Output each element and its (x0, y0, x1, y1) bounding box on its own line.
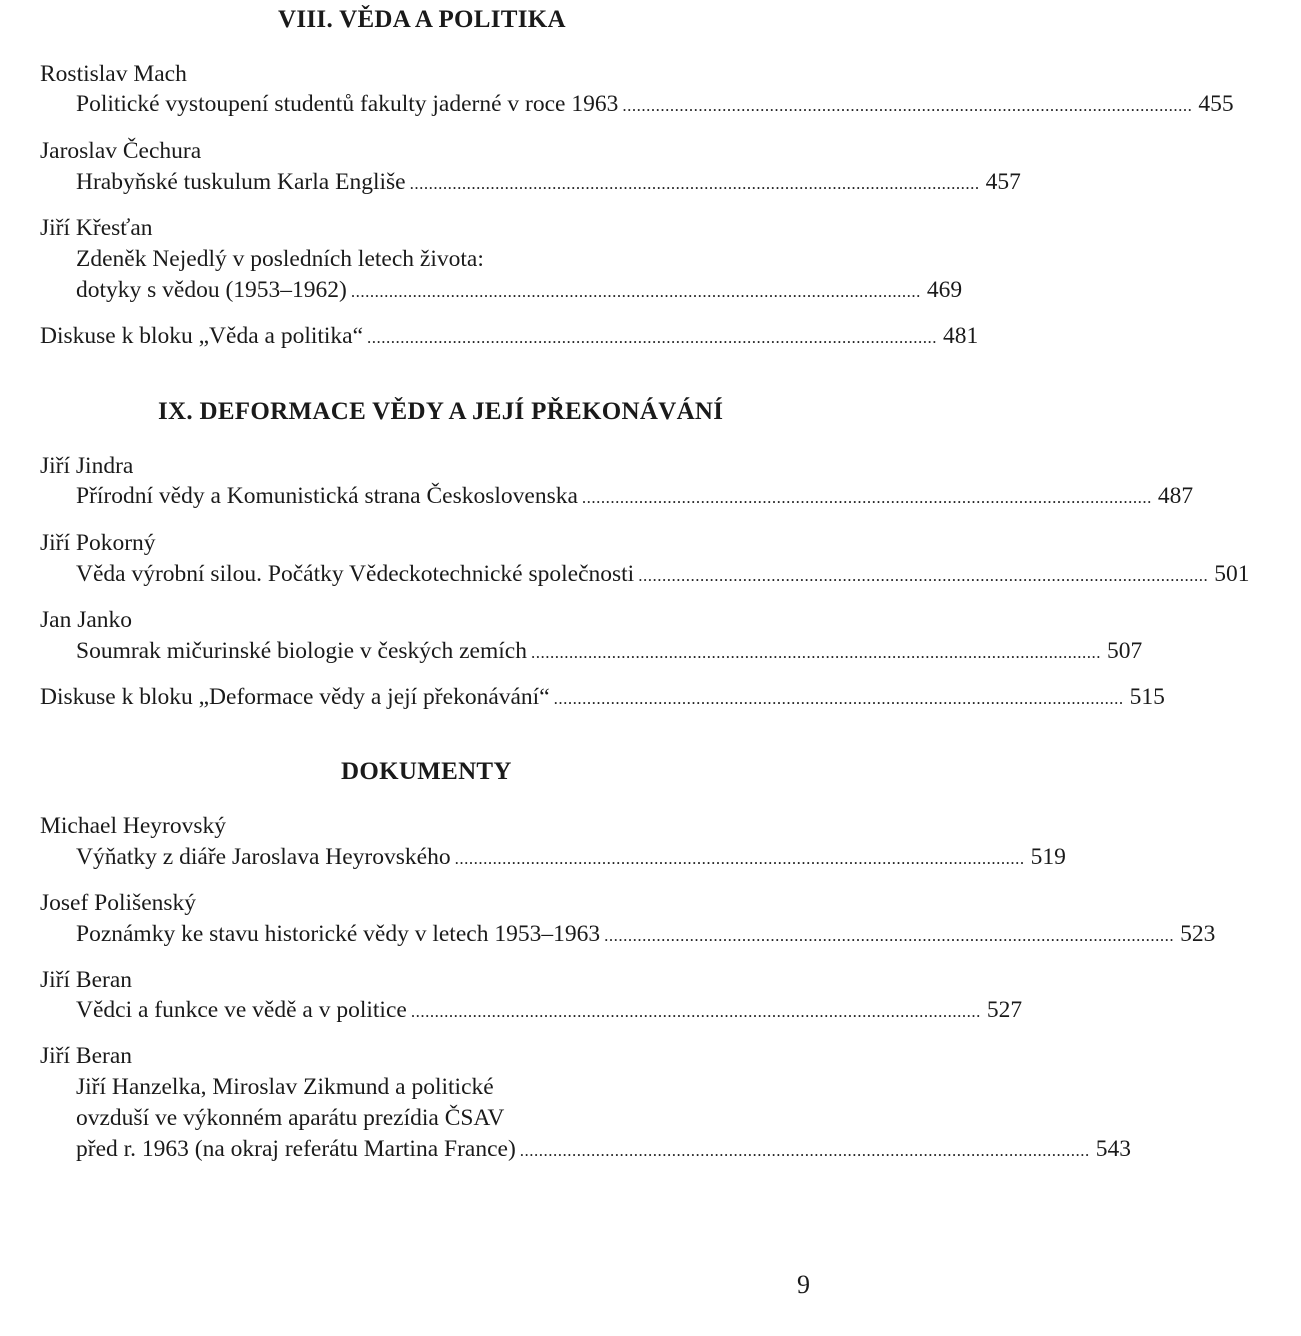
dot-leader: ........................................................................................................................ (553, 689, 1124, 708)
entry-author: Rostislav Mach (40, 61, 187, 87)
section-heading: DOKUMENTY (341, 758, 512, 785)
entry-title: Jiří Hanzelka, Miroslav Zikmund a politické (76, 1074, 494, 1100)
entry-author: Jiří Beran (40, 1043, 133, 1069)
entry-author: Jan Janko (40, 607, 133, 633)
entry-page: 507 (1106, 638, 1143, 664)
entry-page: 543 (1095, 1136, 1132, 1162)
dot-leader: ........................................................................................................................ (410, 1002, 981, 1021)
dot-leader: ........................................................................................................................ (350, 282, 921, 301)
dot-leader: ........................................................................................................................ (604, 926, 1175, 945)
entry-page: 469 (926, 277, 963, 303)
entry-title: Politické vystoupení studentů fakulty jaderné v roce 1963 (76, 91, 619, 117)
entry-title-line (76, 560, 1250, 590)
entry-title: ovzduší ve výkonném aparátu prezídia ČSAV (76, 1105, 505, 1131)
dot-leader: ........................................................................................................................ (367, 328, 938, 347)
dot-leader: ........................................................................................................................ (530, 643, 1101, 662)
dot-leader: ........................................................................................................................ (519, 1141, 1090, 1160)
entry-page: 455 (1198, 91, 1234, 117)
dot-leader: ........................................................................................................................ (622, 96, 1193, 115)
entry-author: Jiří Jindra (40, 453, 134, 479)
dot-leader: ........................................................................................................................ (581, 488, 1152, 507)
entry-page: 457 (985, 169, 1021, 195)
entry-title: Soumrak mičurinské biologie v českých zemích (76, 638, 527, 664)
entry-title: Diskuse k bloku „Deformace vědy a její překonávání“ (40, 684, 550, 710)
entry-title-line (76, 843, 1066, 873)
entry-author: Jiří Křesťan (40, 215, 153, 241)
entry-page: 523 (1180, 921, 1216, 947)
entry-page: 527 (986, 997, 1023, 1023)
entry-title-line (76, 90, 1234, 120)
entry-title-line (40, 683, 1165, 713)
entry-author: Michael Heyrovský (40, 813, 226, 839)
entry-title: Přírodní vědy a Komunistická strana Československa (76, 483, 578, 509)
entry-title-line (76, 920, 1216, 950)
entry-title: Hrabyňské tuskulum Karla Engliše (76, 169, 406, 195)
entry-page: 501 (1214, 561, 1250, 587)
entry-title-line (76, 168, 1021, 198)
entry-title: Poznámky ke stavu historické vědy v letech 1953–1963 (76, 921, 601, 947)
entry-title-line (76, 482, 1194, 512)
entry-title: dotyky s vědou (1953–1962) (76, 277, 347, 303)
entry-title-line (40, 322, 979, 352)
entry-title: Diskuse k bloku „Věda a politika“ (40, 323, 364, 349)
dot-leader: ........................................................................................................................ (454, 849, 1025, 868)
section-heading: VIII. VĚDA A POLITIKA (278, 6, 566, 33)
entry-title-line (76, 637, 1143, 667)
entry-page: 519 (1030, 844, 1066, 870)
entry-page: 487 (1157, 483, 1194, 509)
entry-title: před r. 1963 (na okraj referátu Martina France) (76, 1136, 516, 1162)
entry-author: Jaroslav Čechura (40, 138, 202, 164)
entry-title: Vědci a funkce ve vědě a v politice (76, 997, 407, 1023)
entry-title-line (76, 996, 1023, 1026)
entry-author: Josef Polišenský (40, 890, 197, 916)
page-number: 9 (797, 1270, 810, 1299)
entry-page: 515 (1129, 684, 1165, 710)
entry-author: Jiří Beran (40, 967, 133, 993)
dot-leader: ........................................................................................................................ (638, 566, 1209, 585)
section-heading: IX. DEFORMACE VĚDY A JEJÍ PŘEKONÁVÁNÍ (158, 398, 724, 425)
dot-leader: ........................................................................................................................ (409, 174, 980, 193)
entry-title: Výňatky z diáře Jaroslava Heyrovského (76, 844, 451, 870)
entry-title-line (76, 1135, 1132, 1165)
entry-page: 481 (943, 323, 979, 349)
entry-author: Jiří Pokorný (40, 530, 156, 556)
entry-title-line (76, 276, 963, 306)
entry-title: Zdeněk Nejedlý v posledních letech života: (76, 246, 484, 272)
entry-title: Věda výrobní silou. Počátky Vědeckotechnické společnosti (76, 561, 635, 587)
